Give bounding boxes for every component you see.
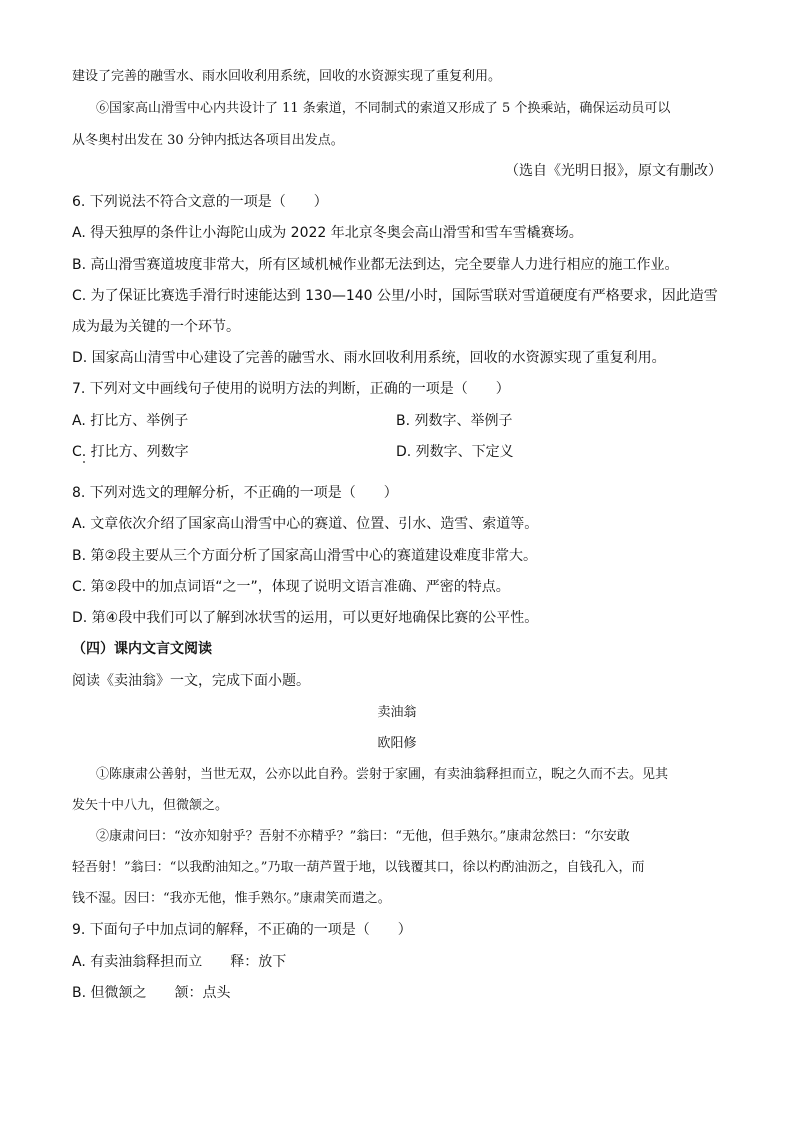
section-instruction: 阅读《卖油翁》一文，完成下面小题。 [72,673,310,689]
question-8-stem: 8. 下列对选文的理解分析，不正确的一项是（ ） [72,485,398,501]
question-8-option-b: B. 第②段主要从三个方面分析了国家高山滑雪中心的赛道建设难度非常大。 [72,548,538,564]
question-6-option-d: D. 国家高山清雪中心建设了完善的融雪水、雨水回收利用系统，回收的水资源实现了重复利用。 [72,350,666,366]
question-7-stem: 7. 下列对文中画线句子使用的说明方法的判断，正确的一项是（ ） [72,381,510,397]
question-8-option-a: A. 文章依次介绍了国家高山滑雪中心的赛道、位置、引水、造雪、索道等。 [72,516,539,532]
question-7-option-a: A. 打比方、举例子 [72,413,189,429]
question-6-option-a: A. 得天独厚的条件让小海陀山成为 2022 年北京冬奥会高山滑雪和雪车雪橇赛场。 [72,225,583,241]
question-7-option-c: C. 打比方、列数字 [72,444,189,460]
scan-dot [83,461,85,463]
passage-line: 从冬奥村出发在 30 分钟内抵达各项目出发点。 [72,133,344,148]
classical-paragraph-1-cont: 发矢十中八九，但微颔之。 [72,798,229,813]
question-6-stem: 6. 下列说法不符合文意的一项是（ ） [72,194,328,210]
classical-paragraph-2-cont: 轻吾射！”翁曰：“以我酌油知之。”乃取一葫芦置于地，以钱覆其口，徐以杓酌油沥之，自钱孔入，而 [72,860,645,875]
classical-paragraph-1: ①陈康肃公善射，当世无双，公亦以此自矜。尝射于家圃，有卖油翁释担而立，睨之久而不去。见其 [96,767,669,782]
question-8-option-c: C. 第②段中的加点词语“之一”，体现了说明文语言准确、严密的特点。 [72,579,510,595]
question-9-option-b: B. 但微颔之 颔：点头 [72,985,231,1001]
text-title: 卖油翁 [377,705,417,720]
question-7-option-b: B. 列数字、举例子 [396,413,513,429]
question-9-option-a: A. 有卖油翁释担而立 释：放下 [72,954,287,970]
question-6-option-b: B. 高山滑雪赛道坡度非常大，所有区域机械作业都无法到达，完全要靠人力进行相应的施工作业。 [72,257,679,273]
classical-paragraph-2-cont: 钱不湿。因曰：“我亦无他，惟手熟尔。”康肃笑而遣之。 [72,891,391,906]
passage-paragraph-6: ⑥国家高山滑雪中心内共设计了 11 条索道，不同制式的索道又形成了 5 个换乘站，确保运动员可以 [96,101,671,116]
question-8-option-d: D. 第④段中我们可以了解到冰状雪的运用，可以更好地确保比赛的公平性。 [72,610,539,626]
question-9-stem: 9. 下面句子中加点词的解释，不正确的一项是（ ） [72,922,412,938]
text-author: 欧阳修 [377,736,417,751]
question-7-option-d: D. 列数字、下定义 [396,444,514,460]
section-heading: （四）课内文言文阅读 [72,641,212,657]
source-citation: （选自《光明日报》，原文有删改） [505,163,722,179]
question-6-option-c: C. 为了保证比赛选手滑行时速能达到 130—140 公里/小时，国际雪联对雪道硬度有严格要求，因此造雪 [72,288,718,304]
passage-line: 建设了完善的融雪水、雨水回收利用系统，回收的水资源实现了重复利用。 [72,69,502,84]
question-6-option-c-cont: 成为最为关键的一个环节。 [72,319,240,335]
classical-paragraph-2: ②康肃问曰：“汝亦知射乎？吾射不亦精乎？”翁曰：“无他，但手熟尔。”康肃忿然曰：“尔安敢 [96,829,630,844]
